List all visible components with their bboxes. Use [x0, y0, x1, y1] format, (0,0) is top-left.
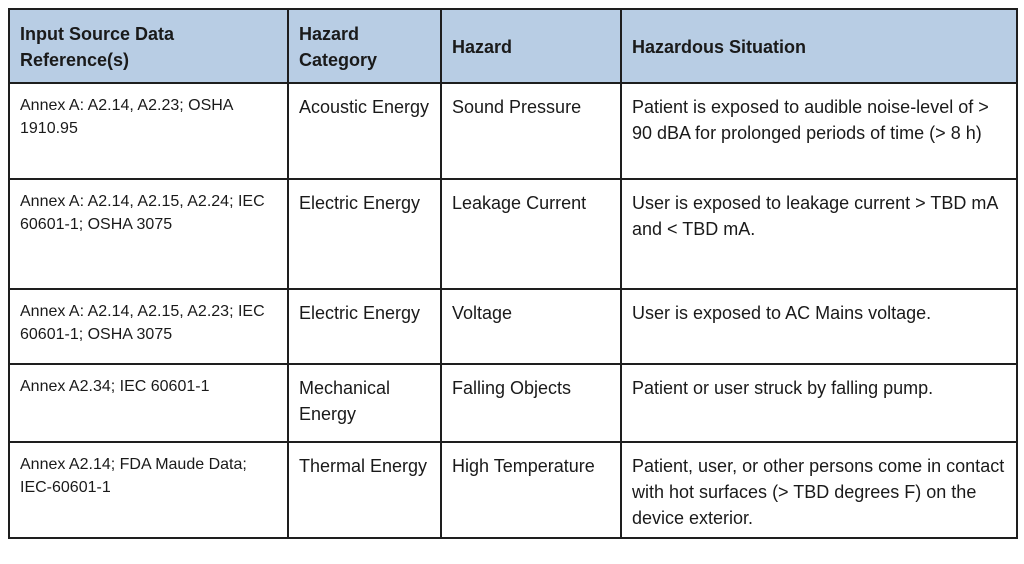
cell-hazard: High Temperature — [441, 442, 621, 538]
table-row — [9, 442, 1017, 538]
cell-category: Electric Energy — [288, 289, 441, 364]
table-row — [9, 289, 1017, 364]
header-input-source: Input Source Data Reference(s) — [9, 9, 288, 83]
cell-situation: Patient or user struck by falling pump. — [621, 364, 1017, 442]
table-row — [9, 179, 1017, 289]
hazard-table — [8, 8, 1018, 539]
header-hazard: Hazard — [441, 9, 621, 83]
cell-situation: User is exposed to AC Mains voltage. — [621, 289, 1017, 364]
header-hazard-category: Hazard Category — [288, 9, 441, 83]
cell-category: Acoustic Energy — [288, 83, 441, 179]
cell-hazard: Sound Pressure — [441, 83, 621, 179]
cell-category: Mechanical Energy — [288, 364, 441, 442]
cell-source: Annex A: A2.14, A2.15, A2.23; IEC 60601-1; OSHA 3075 — [9, 289, 288, 364]
cell-source: Annex A2.14; FDA Maude Data; IEC-60601-1 — [9, 442, 288, 538]
cell-hazard: Falling Objects — [441, 364, 621, 442]
cell-source: Annex A: A2.14, A2.23; OSHA 1910.95 — [9, 83, 288, 179]
cell-hazard: Leakage Current — [441, 179, 621, 289]
cell-category: Electric Energy — [288, 179, 441, 289]
table-header-row — [9, 9, 1017, 83]
table-row — [9, 364, 1017, 442]
table-row — [9, 83, 1017, 179]
cell-situation: Patient, user, or other persons come in contact with hot surfaces (> TBD degrees F) on the device exterior. — [621, 442, 1017, 538]
cell-source: Annex A: A2.14, A2.15, A2.24; IEC 60601-1; OSHA 3075 — [9, 179, 288, 289]
cell-situation: Patient is exposed to audible noise-level of > 90 dBA for prolonged periods of time (> 8 h) — [621, 83, 1017, 179]
cell-hazard: Voltage — [441, 289, 621, 364]
cell-category: Thermal Energy — [288, 442, 441, 538]
cell-situation: User is exposed to leakage current > TBD mA and < TBD mA. — [621, 179, 1017, 289]
cell-source: Annex A2.34; IEC 60601-1 — [9, 364, 288, 442]
header-hazardous-situation: Hazardous Situation — [621, 9, 1017, 83]
